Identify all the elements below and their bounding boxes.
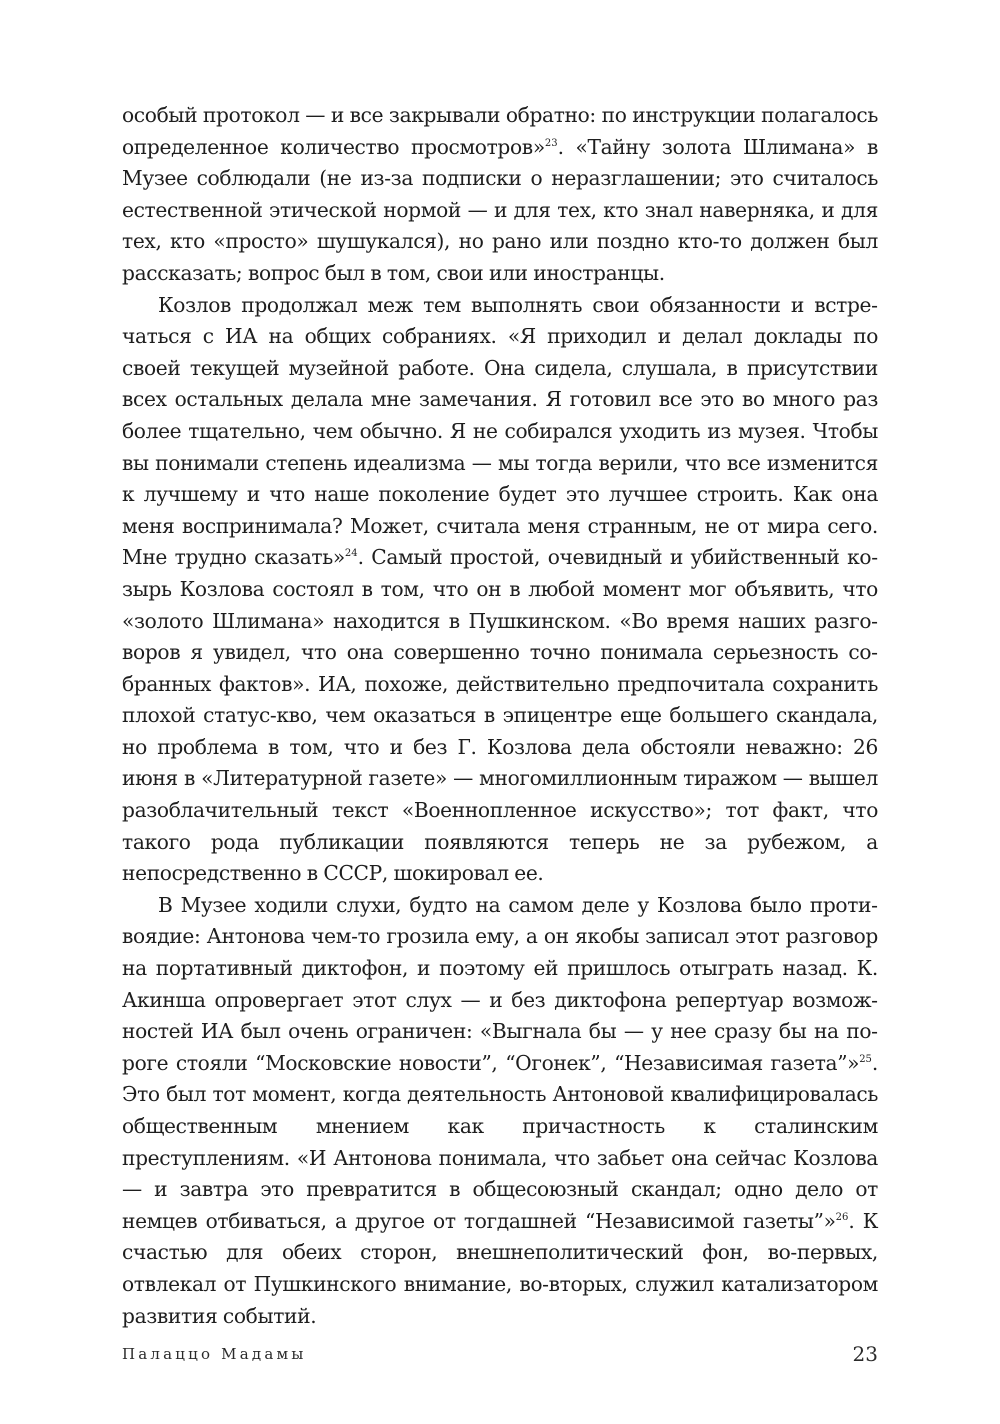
footnote-ref-23: 23 <box>544 137 558 149</box>
paragraph-2-text-a: Козлов продолжал меж тем выполнять свои обязанности и встречаться с ИА на общих собраниях. «Я приходил и делал доклады по своей текущей музейной работе. Она сидела, слушала, в присутствии всех остальных делала мне замечания. Я готовил все это во много раз более тщательно, чем обычно. Я не собирался уходить из музея. Чтобы вы понимали степень идеализма — мы тогда верили, что все изменится к лучшему и что наше поколение будет это лучшее строить. Как она меня воспринимала? Может, считала меня странным, не от мира сего. Мне трудно сказать» <box>122 292 878 570</box>
footnote-ref-24: 24 <box>344 548 358 560</box>
page-footer <box>122 1342 878 1375</box>
paragraph-2 <box>122 290 878 890</box>
paragraph-1 <box>122 100 878 290</box>
paragraph-3-text-b: . Это был тот момент, когда деятельность Антоновой квалифицировалась общественным мнением как причастность к сталинским преступлениям. «И Антонова понимала, что забьет она сейчас Козлова — и завтра это превратится в общесоюзный скандал; одно дело от немцев отбиваться, а другое от тогдашней “Независимой газеты”» <box>122 1050 878 1233</box>
paragraph-3-text-c: . К счастью для обеих сторон, внешнеполитический фон, во-первых, отвлекал от Пушкинского внимание, во-вторых, служил катализатором развития событий. <box>122 1208 878 1328</box>
paragraph-3 <box>122 890 878 1332</box>
footnote-ref-25: 25 <box>859 1053 872 1065</box>
paragraph-3-text-a: В Музее ходили слухи, будто на самом деле у Козлова было противоядие: Антонова чем-то грозила ему, а он якобы записал этот разговор на портативный диктофон, и поэтому ей пришлось отыграть назад. К. Акинша опровергает этот слух — и без диктофона репертуар возможностей ИА был очень ограничен: «Выгнала бы — у нее сразу бы на пороге стояли “Московские новости”, “Огонек”, “Независимая газета”» <box>122 892 878 1075</box>
running-title: Палаццо Мадамы <box>122 1345 307 1363</box>
paragraph-1-text-a: особый протокол — и все закрывали обратно: по инструкции полагалось определенное количество просмотров» <box>122 103 878 159</box>
page-number: 23 <box>852 1342 878 1366</box>
page-body <box>122 100 878 1332</box>
footnote-ref-26: 26 <box>835 1211 849 1223</box>
paragraph-1-text-b: . «Тайну золота Шлимана» в Музее соблюдали (не из-за подписки о неразглашении; это считалось естественной этической нормой — и для тех, кто знал наверняка, и для тех, кто «просто» шушукался), но рано или поздно кто-то должен был рассказать; вопрос был в том, свои или иностранцы. <box>122 134 879 285</box>
paragraph-2-text-b: . Самый простой, очевидный и убийственный козырь Козлова состоял в том, что он в любой момент мог объявить, что «золото Шлимана» находится в Пушкинском. «Во время наших разговоров я увидел, что она совершенно точно понимала серьезность собранных фактов». ИА, похоже, действительно предпочитала сохранить плохой статус-кво, чем оказаться в эпицентре еще большего скандала, но проблема в том, что и без Г. Козлова дела обстояли неважно: 26 июня в «Литературной газете» — многомиллионным тиражом — вышел разоблачительный текст «Военнопленное искусство»; тот факт, что такого рода публикации появляются теперь не за рубежом, а непосредственно в СССР, шокировал ее. <box>122 545 879 886</box>
